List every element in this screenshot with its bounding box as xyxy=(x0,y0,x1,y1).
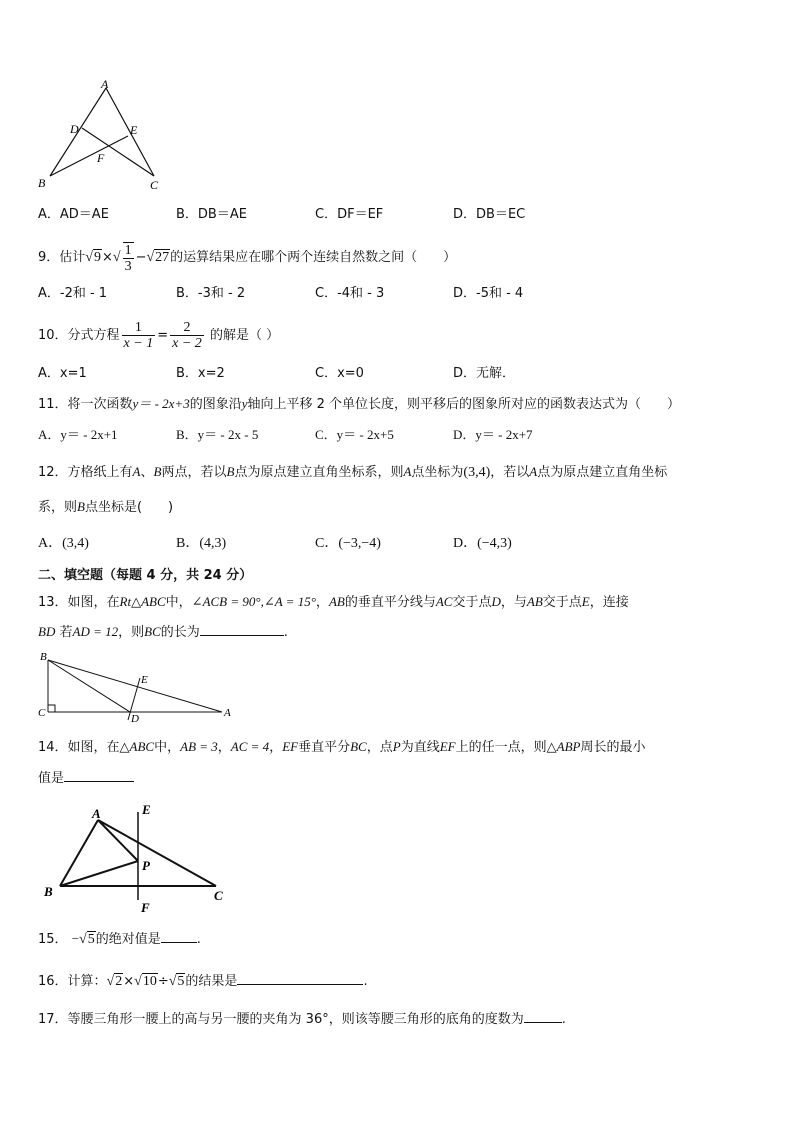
q14-text: ， xyxy=(269,740,283,755)
answer-blank[interactable] xyxy=(237,972,363,985)
answer-blank[interactable] xyxy=(64,769,134,782)
label-a: A xyxy=(224,707,231,719)
q11-option-b: B．y＝ - 2x - 5 xyxy=(176,427,259,442)
q11-axis: y xyxy=(241,396,248,411)
q17-text: 17．等腰三角形一腰上的高与另一腰的夹角为 36°，则该等腰三角形的底角的度数为 xyxy=(38,1012,524,1027)
q12-text: 两点，若以 xyxy=(161,465,227,480)
edge-ac xyxy=(98,820,216,886)
segment-ap xyxy=(98,820,138,861)
q14-math: △ABC xyxy=(119,739,155,754)
label-b: B xyxy=(44,884,53,899)
q16-suffix: 的结果是 xyxy=(185,974,238,989)
sqrt-2: √2 xyxy=(106,974,123,989)
q9-option-d: D．-5和 - 4 xyxy=(453,286,524,301)
q11-text-b: 的图象沿 xyxy=(189,397,242,412)
lhs-den: x − 1 xyxy=(123,336,154,351)
q10-option-a: A．x=1 xyxy=(38,366,87,381)
q17-stem xyxy=(38,1010,566,1029)
q12-text: 系，则 xyxy=(38,500,78,515)
frac-den: 3 xyxy=(124,259,132,274)
q13-stem-line1 xyxy=(38,593,629,612)
q11-option-c: C．y＝ - 2x+5 xyxy=(315,427,394,442)
q14-text: 为直线 xyxy=(400,740,440,755)
q9-prefix: 9．估计 xyxy=(38,250,86,266)
q13-text: ，连接 xyxy=(589,595,629,610)
right-angle-mark xyxy=(48,705,55,712)
q14-stem-line1 xyxy=(38,738,645,757)
q8-option-b: B．DB＝AE xyxy=(176,207,247,222)
q14-text: 垂直平分 xyxy=(298,740,351,755)
q14-math: AB = 3 xyxy=(180,739,218,754)
q13-end: . xyxy=(283,625,288,640)
q9-option-a: A．-2和 - 1 xyxy=(38,286,108,301)
q10-option-d: D．无解． xyxy=(453,366,516,381)
sqrt-27: √27 xyxy=(146,250,170,266)
label-a: A xyxy=(101,78,109,91)
q14-text: ， xyxy=(217,740,231,755)
answer-blank[interactable] xyxy=(524,1010,562,1023)
q13-text: 若 xyxy=(59,625,73,640)
q17-end: . xyxy=(561,1012,566,1027)
q12-option-b: B．(4,3) xyxy=(176,536,227,551)
q8-option-a: A．AD＝AE xyxy=(38,207,109,222)
q14-text: 周长的最小 xyxy=(580,740,646,755)
divide-sign: ÷ xyxy=(157,974,169,989)
q14-text: 14．如图，在 xyxy=(38,740,120,755)
label-d: D xyxy=(131,713,139,725)
q13-math: AC xyxy=(435,594,453,609)
q15-stem xyxy=(38,930,201,949)
sqrt-9: √9 xyxy=(85,250,101,266)
label-e: E xyxy=(142,802,151,817)
answer-blank[interactable] xyxy=(200,623,284,636)
q9-option-b: B．-3和 - 2 xyxy=(176,286,246,301)
figure-q14 xyxy=(36,800,236,918)
q14-text: ，点 xyxy=(366,740,393,755)
q15-minus: − xyxy=(71,931,80,946)
q12-var: A xyxy=(132,464,141,479)
segment-dc xyxy=(82,128,154,176)
q13-math: BC xyxy=(144,624,161,639)
q8-option-c: C．DF＝EF xyxy=(315,207,384,222)
q14-math: BC xyxy=(350,739,367,754)
sqrt-9-value: 9 xyxy=(93,250,101,266)
label-e: E xyxy=(130,123,138,137)
label-c: C xyxy=(150,178,159,192)
label-d: D xyxy=(70,122,79,136)
q15-prefix: 15． xyxy=(38,932,68,947)
q13-math: Rt△ABC xyxy=(119,594,166,609)
q8-option-d: D．DB＝EC xyxy=(453,207,526,222)
q9-stem xyxy=(38,242,456,274)
q14-text: 值是 xyxy=(38,771,65,786)
q10-stem xyxy=(38,320,279,351)
q12-var: B xyxy=(77,499,85,514)
q13-text: ， xyxy=(315,595,329,610)
label-e: E xyxy=(141,674,148,686)
q12-coord: (3,4) xyxy=(463,465,491,480)
q13-math: E xyxy=(581,594,590,609)
q11-stem xyxy=(38,395,680,414)
label-f: F xyxy=(141,900,150,915)
label-p: P xyxy=(142,858,150,873)
sqrt-5: √5 xyxy=(79,932,95,947)
q14-math: P xyxy=(392,739,401,754)
q10-option-b: B．x=2 xyxy=(176,366,225,381)
q14-math: AC = 4 xyxy=(230,739,270,754)
q14-math: EF xyxy=(282,739,299,754)
sqrt-27-value: 27 xyxy=(155,250,170,266)
q12-option-a: A．(3,4) xyxy=(38,536,89,551)
times-sign: × xyxy=(123,974,135,989)
q9-suffix: 的运算结果应在哪个两个连续自然数之间（ ） xyxy=(170,250,457,266)
frac-num: 1 xyxy=(124,243,132,258)
q13-stem-line2 xyxy=(38,623,288,642)
q12-var: B xyxy=(226,464,235,479)
q13-math: BD xyxy=(38,624,56,639)
q16-end: . xyxy=(363,974,368,989)
q16-prefix: 16．计算： xyxy=(38,974,107,989)
q13-text: 交于点 xyxy=(542,595,582,610)
q14-text: 中， xyxy=(154,740,181,755)
q12-stem-line2 xyxy=(38,498,173,517)
label-c: C xyxy=(38,707,46,719)
q13-math: AB xyxy=(328,594,345,609)
q14-text: 上的任一点，则 xyxy=(455,740,547,755)
q10-prefix: 10．分式方程 xyxy=(38,328,120,343)
q13-text: ，则 xyxy=(118,625,145,640)
q12-var: B xyxy=(153,464,162,479)
q16-stem xyxy=(38,972,368,991)
sqrt-5: √5 xyxy=(168,974,185,989)
sqrt-2-value: 2 xyxy=(115,974,123,989)
q11-text-c: 轴向上平移 2 个单位长度，则平移后的图象所对应的函数表达式为（ ） xyxy=(247,397,681,412)
q9-option-c: C．-4和 - 3 xyxy=(315,286,385,301)
q12-var: A xyxy=(529,464,538,479)
q15-suffix: 的绝对值是 xyxy=(95,932,161,947)
lhs-num: 1 xyxy=(122,320,156,336)
figure-q13 xyxy=(32,650,242,726)
equals-sign: = xyxy=(157,328,169,343)
label-b: B xyxy=(38,176,46,190)
sqrt-10-value: 10 xyxy=(142,974,157,989)
label-a: A xyxy=(92,806,101,821)
q12-text: ，若以 xyxy=(490,465,530,480)
q12-option-d: D．(−4,3) xyxy=(453,536,512,551)
q13-text: 中， xyxy=(165,595,192,610)
q13-text: ，与 xyxy=(500,595,527,610)
q12-text: 点为原点建立直角坐标 xyxy=(537,465,668,480)
section-2-title: 二、填空题（每题 4 分，共 24 分） xyxy=(38,568,253,583)
segment-bd xyxy=(48,660,130,712)
q11-text-a: 11．将一次函数 xyxy=(38,397,133,412)
q13-text: 的垂直平分线与 xyxy=(344,595,436,610)
q13-text: 交于点 xyxy=(452,595,492,610)
q11-function: y＝ - 2x+3 xyxy=(132,396,190,411)
label-c: C xyxy=(214,888,223,903)
edge-ba xyxy=(48,660,222,712)
q10-suffix: 的解是（ ） xyxy=(209,328,280,343)
sqrt-10: √10 xyxy=(134,974,157,989)
q14-math: △ABP xyxy=(546,739,581,754)
label-f: F xyxy=(97,151,105,165)
q12-text: 点坐标是( ) xyxy=(84,500,174,515)
q12-stem-line1 xyxy=(38,463,667,482)
q10-option-c: C．x=0 xyxy=(315,366,364,381)
q12-text: 12．方格纸上有 xyxy=(38,465,133,480)
q12-option-c: C．(−3,−4) xyxy=(315,536,381,551)
sqrt-frac: √ $\frac{1}{3}$ xyxy=(112,243,132,274)
q12-text: 点坐标为 xyxy=(411,465,464,480)
q13-math: AB xyxy=(526,594,543,609)
sqrt-5-value: 5 xyxy=(87,932,95,947)
segment-eb xyxy=(50,136,128,176)
q12-var: A xyxy=(403,464,412,479)
q15-end: . xyxy=(196,932,201,947)
sqrt-5-value: 5 xyxy=(177,974,185,989)
q14-math: EF xyxy=(439,739,456,754)
q13-math: AD = 12 xyxy=(72,624,119,639)
q14-stem-line2 xyxy=(38,769,134,788)
figure-q8 xyxy=(30,78,170,196)
times-sign: × xyxy=(101,250,113,266)
q13-math: D xyxy=(491,594,501,609)
answer-blank[interactable] xyxy=(161,930,197,943)
rhs-num: 2 xyxy=(170,320,204,336)
q11-option-a: A．y＝ - 2x+1 xyxy=(38,427,118,442)
minus-sign: − xyxy=(135,250,147,266)
q12-text: 、 xyxy=(140,465,154,480)
q13-text: 13．如图，在 xyxy=(38,595,120,610)
rhs-den: x − 2 xyxy=(172,336,202,351)
q11-option-d: D．y＝ - 2x+7 xyxy=(453,427,533,442)
q13-text: 的长为 xyxy=(160,625,200,640)
q13-math: ∠ACB = 90°,∠A = 15° xyxy=(191,594,316,609)
label-b: B xyxy=(40,651,47,663)
q12-text: 点为原点建立直角坐标系，则 xyxy=(234,465,404,480)
